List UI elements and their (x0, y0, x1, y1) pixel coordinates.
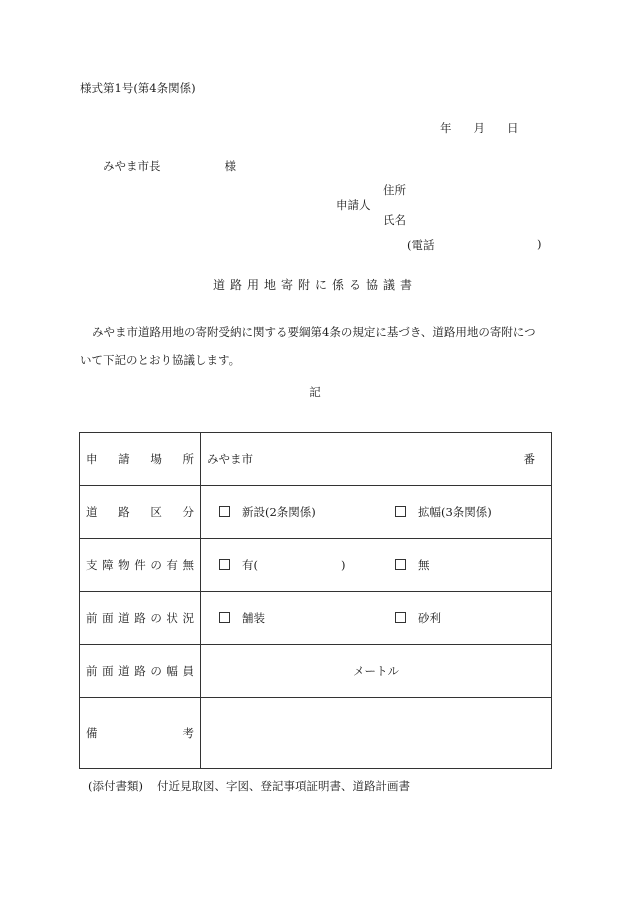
label-char: 況 (182, 611, 194, 625)
addressee-name: みやま市長 (103, 159, 161, 173)
attachments-line (88, 778, 410, 794)
date-month: 月 (473, 121, 485, 135)
label-char: 分 (182, 505, 194, 519)
label-location (80, 433, 201, 486)
option-widening[interactable] (395, 504, 492, 520)
addressee (103, 158, 236, 174)
ki-heading: 記 (309, 385, 321, 399)
label-char: 前 (86, 611, 98, 625)
body-text (80, 318, 550, 374)
option-label: 無 (418, 558, 430, 572)
label-char: 件 (134, 558, 146, 572)
attachments-label: (添付書類) (88, 779, 143, 793)
obstacles-paren-close: ) (341, 558, 346, 572)
label-char: 幅 (166, 664, 178, 678)
option-obstacles-no[interactable] (395, 557, 430, 573)
label-char: 状 (166, 611, 178, 625)
label-char: 区 (150, 505, 162, 519)
label-char: の (150, 558, 162, 572)
label-char: 所 (182, 452, 194, 466)
label-char: 請 (118, 452, 130, 466)
checkbox-icon[interactable] (395, 612, 406, 623)
option-label: 舗装 (242, 611, 265, 625)
label-road-class (80, 486, 201, 539)
addressee-honorific: 様 (224, 159, 236, 173)
body-line-2: いて下記のとおり協議します。 (80, 353, 241, 367)
label-char: 申 (86, 452, 98, 466)
label-char: 物 (118, 558, 130, 572)
option-gravel[interactable] (395, 610, 441, 626)
value-remarks[interactable] (201, 698, 552, 769)
row-location (80, 433, 552, 486)
phone-line (407, 237, 542, 253)
label-char: 面 (102, 611, 114, 625)
form-number: 様式第1号(第4条関係) (80, 81, 196, 95)
checkbox-icon[interactable] (395, 506, 406, 517)
label-char: 備 (86, 726, 98, 740)
name-label: 氏名 (383, 213, 406, 227)
value-road-width[interactable] (201, 645, 552, 698)
attachments-items: 付近見取図、字図、登記事項証明書、道路計画書 (156, 779, 410, 793)
label-char: 道 (118, 664, 130, 678)
label-char: 員 (182, 664, 194, 678)
option-label: 拡幅(3条関係) (418, 505, 492, 519)
location-prefix: みやま市 (207, 452, 253, 466)
body-line-1: みやま市道路用地の寄附受納に関する要綱第4条の規定に基づき、道路用地の寄附につ (92, 325, 536, 339)
label-char: 面 (102, 664, 114, 678)
row-remarks (80, 698, 552, 769)
road-width-unit: メートル (353, 664, 399, 678)
phone-open: (電話 (407, 238, 435, 252)
label-char: 場 (150, 452, 162, 466)
value-obstacles (201, 539, 552, 592)
row-road-width (80, 645, 552, 698)
checkbox-icon[interactable] (219, 559, 230, 570)
option-obstacles-yes[interactable] (219, 557, 258, 573)
application-table (79, 432, 552, 769)
row-road-class (80, 486, 552, 539)
label-char: 無 (182, 558, 194, 572)
phone-close: ) (537, 237, 542, 251)
value-road-condition (201, 592, 552, 645)
applicant-label: 申請人 (336, 198, 371, 212)
location-suffix: 番 (523, 452, 535, 466)
label-char: 路 (134, 611, 146, 625)
address-label: 住所 (383, 183, 406, 197)
checkbox-icon[interactable] (219, 612, 230, 623)
date-day: 日 (507, 121, 519, 135)
label-obstacles (80, 539, 201, 592)
checkbox-icon[interactable] (395, 559, 406, 570)
label-road-condition (80, 592, 201, 645)
checkbox-icon[interactable] (219, 506, 230, 517)
row-road-condition (80, 592, 552, 645)
option-label: 有( (242, 558, 258, 572)
value-road-class (201, 486, 552, 539)
label-char: 障 (102, 558, 114, 572)
option-label: 新設(2条関係) (242, 505, 316, 519)
label-road-width (80, 645, 201, 698)
label-char: 道 (118, 611, 130, 625)
option-paved[interactable] (219, 610, 265, 626)
date-year: 年 (440, 121, 452, 135)
date-line (440, 120, 541, 136)
document-title: 道路用地寄附に係る協議書 (212, 278, 417, 292)
option-label: 砂利 (418, 611, 441, 625)
option-new-construction[interactable] (219, 504, 316, 520)
label-char: 道 (86, 505, 98, 519)
value-location[interactable] (201, 433, 552, 486)
label-char: 前 (86, 664, 98, 678)
label-char: 有 (166, 558, 178, 572)
label-char: 路 (118, 505, 130, 519)
label-remarks (80, 698, 201, 769)
row-obstacles (80, 539, 552, 592)
label-char: 考 (182, 726, 194, 740)
label-char: 路 (134, 664, 146, 678)
label-char: の (150, 664, 162, 678)
label-char: の (150, 611, 162, 625)
label-char: 支 (86, 558, 98, 572)
